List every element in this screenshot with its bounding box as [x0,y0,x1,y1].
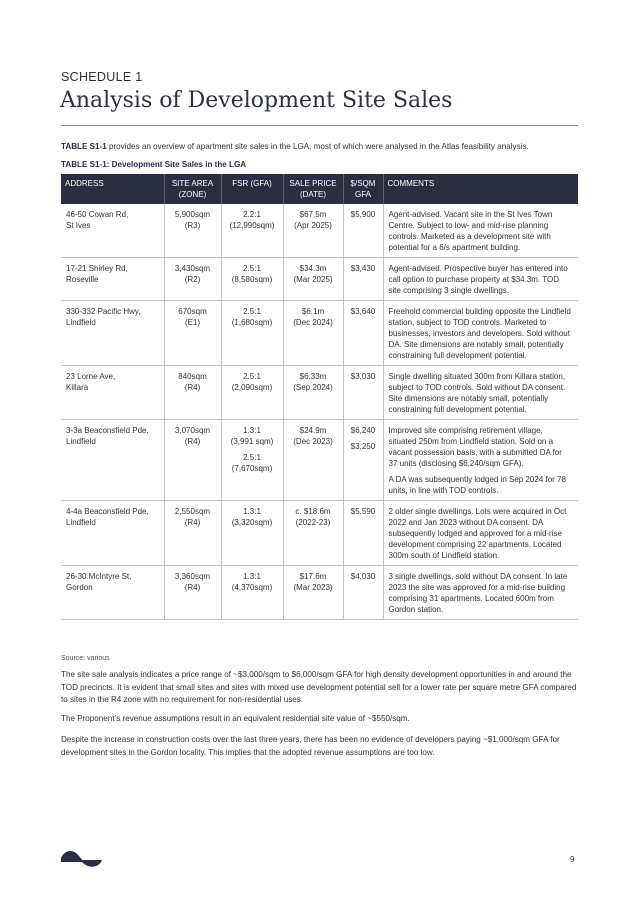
site-area: 5,900sqm [174,210,211,219]
price-cell [283,366,343,420]
price-cell [283,204,343,258]
address-suburb: St Ives [66,221,91,230]
gfa: (4,370sqm) [231,583,273,592]
schedule-label: SCHEDULE 1 [61,70,143,84]
site-area-cell [164,258,221,301]
rate: $3,640 [350,307,376,316]
gfa: (1,680sqm) [231,318,273,327]
sale-date: (Mar 2023) [293,583,333,592]
sale-date: (Sep 2024) [293,383,333,392]
comment: Agent-advised. Prospective buyer has entered into call option to purchase property at $34.3m. TOD site comprising 3 single dwellings. [388,264,568,295]
sale-date: (Dec 2023) [293,437,333,446]
header-address: ADDRESS [61,174,164,204]
address-suburb: Lindfield [66,518,96,527]
rate-cell [343,204,383,258]
fsr-cell [221,258,283,301]
table-source-note: Source: various [61,655,110,662]
rate-cell [343,301,383,366]
header-fsr: FSR (GFA) [221,174,283,204]
comment: Single dwelling situated 300m from Killara station, subject to TOD controls. Sold without DA consent. Site dimensions are notably small, potentially constraining full development potential. [388,372,566,414]
rate-cell [343,258,383,301]
zone: (R3) [184,221,201,230]
price-cell [283,258,343,301]
zone: (E1) [184,318,201,327]
sale-price: $17.6m [299,572,327,581]
address-cell [61,566,164,620]
table-caption: TABLE S1-1: Development Site Sales in the LGA [61,160,247,169]
sale-date: (Dec 2024) [293,318,333,327]
sale-price: $67.5m [299,210,327,219]
rate: $3,030 [350,372,376,381]
page-number: 9 [570,855,575,864]
comments-cell [383,204,578,258]
sale-date: (Mar 2025) [293,275,333,284]
gfa: (2,090sqm) [231,383,273,392]
address-cell [61,204,164,258]
body-paragraph-price-range: The site sale analysis indicates a price range of ~$3,000/sqm to $6,000/sqm GFA for high density development opportunities in and around the TOD precincts. It is evident that small sites and sites with mixed use development potential sell for a lower rate per square metre GFA compared to sites in the R4 zone with no requirement for non-residential uses. [61,670,577,704]
address-cell [61,501,164,566]
sale-date: (Apr 2025) [294,221,332,230]
header-comments: COMMENTS [383,174,578,204]
zone: (R4) [184,383,201,392]
rate: $5,900 [350,210,376,219]
table-row [61,501,578,566]
sale-price: $34.3m [299,264,327,273]
table-row [61,204,578,258]
fsr-cell [221,366,283,420]
address-suburb: Gordon [66,583,93,592]
gfa-alternate: (7,670sqm) [231,464,273,473]
price-cell [283,301,343,366]
comment: Freehold commercial building opposite the Lindfield station, subject to TOD controls. Marketed to businesses, investors and developers. Sold without DA. Site dimensions are notably small, potentially constraining full development potential. [388,307,571,360]
rate-cell [343,366,383,420]
sale-date: (2022-23) [295,518,331,527]
fsr: 2.2:1 [243,210,261,219]
comment: Improved site comprising retirement village, situated 250m from Lindfield station. Sold on a vacant possession basis, with a submitted DA for 37 units (disclosing $6,240/sqm GFA). [388,426,562,468]
address-cell [61,366,164,420]
header-site-area: SITE AREA (ZONE) [164,174,221,204]
table-row [61,301,578,366]
site-area: 2,550sqm [174,507,211,516]
fsr-cell [221,501,283,566]
sale-price: $24.9m [299,426,327,435]
comment: 3 single dwellings, sold without DA consent. In late 2023 the site was approved for a mid-rise building comprising 31 apartments. Located 600m from Gordon station. [388,572,568,614]
address-street: 23 Lorne Ave, [66,372,116,381]
price-cell [283,420,343,501]
address-suburb: Roseville [66,275,99,284]
fsr-cell [221,566,283,620]
brand-logo-icon [60,848,104,870]
rate: $3,430 [350,264,376,273]
gfa: (8,580sqm) [231,275,273,284]
zone: (R4) [184,583,201,592]
fsr: 2.5:1 [243,307,261,316]
rate-alternate: $3,250 [350,442,376,451]
address-street: 46-50 Cowan Rd, [66,210,129,219]
site-area-cell [164,204,221,258]
address-street: 330-332 Pacific Hwy, [66,307,141,316]
address-street: 26-30 McIntyre St, [66,572,132,581]
site-area: 3,360sqm [174,572,211,581]
table-row [61,420,578,501]
address-suburb: Lindfield [66,318,96,327]
fsr-alternate: 2.5:1 [243,453,261,462]
address-street: 17-21 Shirley Rd, [66,264,128,273]
header-sale-price: SALE PRICE (DATE) [283,174,343,204]
comments-cell [383,501,578,566]
title-divider [61,125,578,126]
page-title: Analysis of Development Site Sales [60,88,453,113]
fsr: 1.3:1 [243,572,261,581]
fsr: 2.5:1 [243,264,261,273]
comment: Agent-advised. Vacant site in the St Ives Town Centre. Subject to low- and mid-rise planning controls. Marketed as a development site with potential for a 6/s apartment building. [388,210,553,252]
comments-cell [383,366,578,420]
fsr-cell [221,204,283,258]
zone: (R4) [184,518,201,527]
address-street: 4-4a Beaconsfield Pde, [66,507,149,516]
comment: 2 older single dwellings. Lots were acquired in Oct 2022 and Jan 2023 without DA consent. DA subsequently lodged and approved for a mid-rise development comprising 22 apartments. Located 300m south of Lindfield station. [388,507,567,560]
comments-cell [383,566,578,620]
address-suburb: Lindfield [66,437,96,446]
gfa: (3,991 sqm) [230,437,274,446]
intro-table-ref: TABLE S1-1 [61,142,107,151]
site-sales-table [61,174,578,620]
site-area: 3,070sqm [174,426,211,435]
rate-cell [343,566,383,620]
sale-price: $6.33m [299,372,327,381]
table-row [61,258,578,301]
address-suburb: Killara [66,383,89,392]
gfa: (12,990sqm) [229,221,275,230]
body-paragraph-proponent: The Proponent’s revenue assumptions result in an equivalent residential site value of ~$550/sqm. [61,714,410,723]
site-area-cell [164,366,221,420]
site-area-cell [164,566,221,620]
rate: $4,030 [350,572,376,581]
site-area-cell [164,501,221,566]
table-row [61,566,578,620]
site-area: 670sqm [178,307,207,316]
sale-price: c. $18.6m [295,507,331,516]
gfa: (3,320sqm) [231,518,273,527]
table-header-row [61,174,578,204]
header-rate: $/SQM GFA [343,174,383,204]
rate-cell [343,420,383,501]
site-area: 840sqm [178,372,207,381]
rate-cell [343,501,383,566]
fsr: 1.3:1 [243,426,261,435]
price-cell [283,566,343,620]
address-cell [61,301,164,366]
comments-cell [383,301,578,366]
fsr-cell [221,420,283,501]
table-row [61,366,578,420]
site-area-cell [164,301,221,366]
intro-paragraph [61,141,581,152]
address-cell [61,420,164,501]
zone: (R4) [184,437,201,446]
comments-cell [383,420,578,501]
comment-followup: A DA was subsequently lodged in Sep 2024 for 78 units, in line with TOD controls. [388,475,566,495]
zone: (R2) [184,275,201,284]
body-paragraph-conclusion: Despite the increase in construction costs over the last three years, there has been no evidence of developers paying ~$1,000/sqm GFA for development sites in the Gordon locality. This implies that the adopted revenue assumptions are too low. [61,735,560,757]
fsr-cell [221,301,283,366]
sale-price: $6.1m [301,307,325,316]
address-cell [61,258,164,301]
fsr: 1.3:1 [243,507,261,516]
address-street: 3-3a Beaconsfield Pde, [66,426,149,435]
rate: $6,240 [350,426,376,435]
intro-text: provides an overview of apartment site sales in the LGA, most of which were analysed in the Atlas feasibility analysis. [106,142,529,151]
rate: $5,590 [350,507,376,516]
price-cell [283,501,343,566]
site-area: 3,430sqm [174,264,211,273]
comments-cell [383,258,578,301]
site-area-cell [164,420,221,501]
fsr: 2.5:1 [243,372,261,381]
